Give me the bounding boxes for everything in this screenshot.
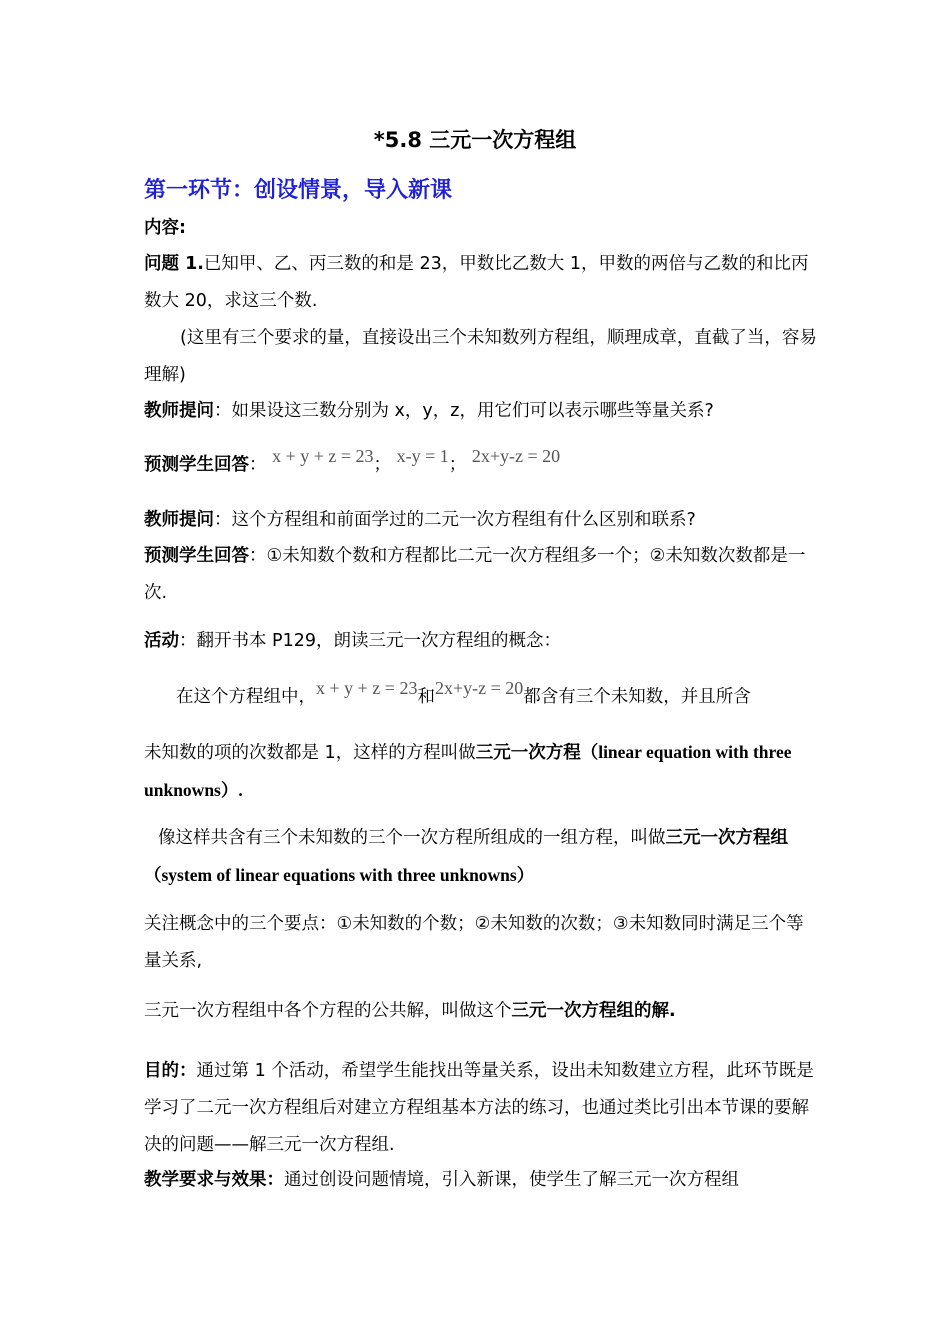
purpose-label: 目的： (144, 1061, 197, 1081)
teacher-question-2-label: 教师提问 (144, 510, 214, 530)
solution-definition (144, 993, 820, 1030)
focus-points: 关注概念中的三个要点：①未知数的个数；②未知数的次数；③未知数同时满足三个等量关系, (144, 914, 804, 971)
definition-line-1 (176, 678, 826, 716)
question-1 (144, 246, 820, 320)
question-1-label: 问题 1. (144, 254, 204, 274)
definition-system-term: 三元一次方程组 (665, 828, 788, 848)
student-answer-1-label: 预测学生回答 (144, 455, 249, 475)
student-answer-2-label: 预测学生回答 (144, 546, 249, 566)
student-answer-1-colon: ： (249, 455, 267, 475)
definition-post: 都含有三个未知数，并且所含 (523, 687, 751, 707)
solution-text: 三元一次方程组中各个方程的公共解，叫做这个 (144, 1001, 512, 1021)
student-answer-2 (144, 538, 820, 612)
purpose-text: 通过第 1 个活动，希望学生能找出等量关系，设出未知数建立方程，此环节既是学习了二元一次方程组后对建立方程组基本方法的练习，也通过类比引出本节课的要解决的问题——解三元一次方程组. (144, 1061, 814, 1155)
separator-1: ； (373, 455, 392, 475)
note-paragraph: (这里有三个要求的量，直接设出三个未知数列方程组，顺理成章，直截了当，容易理解) (144, 328, 817, 385)
definition-system-term-english: （system of linear equations with three unknowns） (144, 865, 535, 885)
teacher-question-2 (144, 502, 820, 539)
question-1-text: 已知甲、乙、丙三数的和是 23，甲数比乙数大 1，甲数的两倍与乙数的和比丙数大 20，求这三个数. (144, 254, 809, 311)
requirement-label: 教学要求与效果： (144, 1170, 284, 1190)
definition-line-2 (144, 734, 820, 810)
definition-and: 和 (417, 687, 435, 707)
definition-pre: 在这个方程组中， (176, 687, 316, 707)
activity-label: 活动 (144, 631, 179, 651)
definition-term-english: （linear equation with three unknowns）. (144, 742, 792, 800)
requirement-paragraph (144, 1162, 820, 1199)
definition-equation-b: 2x+y-z = 20 (434, 678, 524, 698)
section-heading: 第一环节：创设情景，导入新课 (144, 178, 453, 203)
equation-3: 2x+y-z = 20 (471, 446, 561, 466)
activity-text: ：翻开书本 P129，朗读三元一次方程组的概念： (179, 631, 562, 651)
definition-equation-a: x + y + z = 23 (316, 678, 418, 698)
teacher-question-1-label: 教师提问 (144, 401, 214, 421)
equation-1: x + y + z = 23 (272, 446, 374, 466)
content-label: 内容: (144, 218, 186, 238)
student-answer-2-text: ：①未知数个数和方程都比二元一次方程组多一个；②未知数次数都是一次. (144, 546, 806, 603)
separator-2: ； (448, 455, 467, 475)
page-title: *5.8 三元一次方程组 (373, 128, 577, 152)
definition-system-text: 像这样共含有三个未知数的三个一次方程所组成的一组方程，叫做 (158, 828, 666, 848)
solution-term: 三元一次方程组的解. (511, 1001, 676, 1021)
definition-term: 三元一次方程 (475, 743, 581, 763)
activity-paragraph (144, 623, 820, 660)
student-answer-1 (144, 446, 820, 484)
equation-2: x-y = 1 (396, 446, 449, 466)
requirement-text: 通过创设问题情境，引入新课，使学生了解三元一次方程组 (284, 1170, 739, 1190)
teacher-question-2-text: ：这个方程组和前面学过的二元一次方程组有什么区别和联系? (214, 510, 696, 530)
teacher-question-1 (144, 393, 820, 430)
teacher-question-1-text: ：如果设这三数分别为 x，y，z，用它们可以表示哪些等量关系? (214, 401, 714, 421)
definition-system (144, 820, 820, 895)
purpose-paragraph (144, 1053, 820, 1164)
definition-line-2-text: 未知数的项的次数都是 1，这样的方程叫做 (144, 743, 476, 763)
